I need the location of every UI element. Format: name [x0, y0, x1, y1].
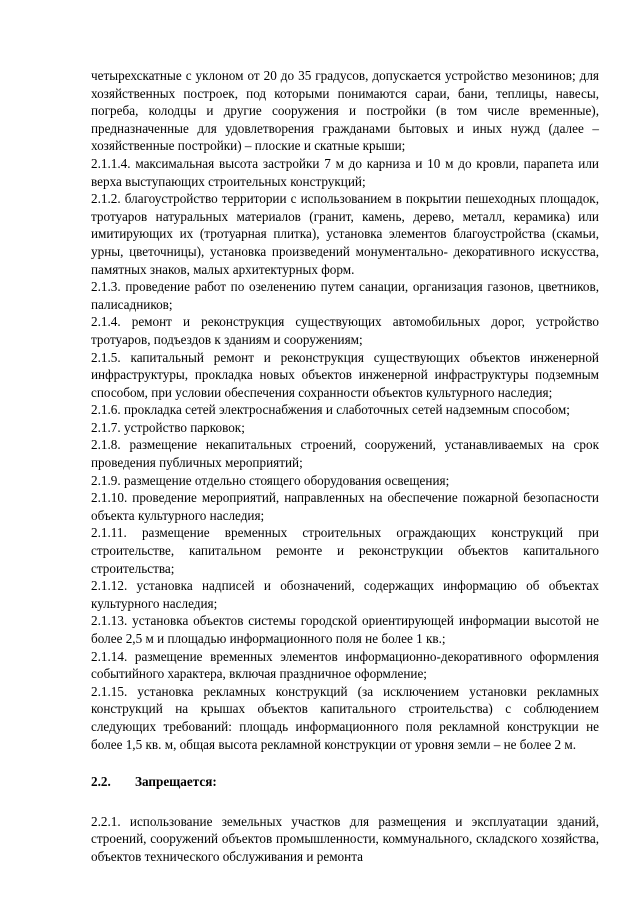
paragraph-roof-types: четырехскатные с уклоном от 20 до 35 градусов, допускается устройство мезонинов; для хозяйственных построек, под которыми понимаются сараи, бани, теплицы, навесы, погреба, колодцы и другие сооружения и постройки (в том числе временные), предназначенные для удовлетворения гражданами бытовых и иных нужд (далее – хозяйственные постройки) – плоские и скатные крыши; — [91, 68, 599, 154]
paragraph-2-1-11: 2.1.11. размещение временных строительных ограждающих конструкций при строительстве, капитальном ремонте и реконструкции объектов капитального строительства; — [91, 525, 599, 576]
paragraph-2-1-5: 2.1.5. капитальный ремонт и реконструкция существующих объектов инженерной инфраструктуры, прокладка новых объектов инженерной инфраструктуры подземным способом, при условии обеспечения сохранности объектов культурного наследия; — [91, 349, 599, 400]
paragraph-2-1-2: 2.1.2. благоустройство территории с использованием в покрытии пешеходных площадок, тротуаров натуральных материалов (гранит, камень, дерево, металл, керамика) или имитирующих их (тротуарная плитка), установка элементов благоустройства (скамьи, урны, цветочницы), установка произведений монументально- декоративного искусства, памятных знаков, малых архитектурных форм. — [91, 191, 599, 277]
paragraph-2-1-12: 2.1.12. установка надписей и обозначений, содержащих информацию об объектах культурного наследия; — [91, 578, 599, 611]
paragraph-2-1-7: 2.1.7. устройство парковок; — [91, 419, 245, 435]
paragraph-2-1-9: 2.1.9. размещение отдельно стоящего оборудования освещения; — [91, 472, 450, 488]
paragraph-2-1-8: 2.1.8. размещение некапитальных строений, сооружений, устанавливаемых на срок проведения публичных мероприятий; — [91, 437, 599, 471]
paragraph-2-1-15: 2.1.15. установка рекламных конструкций (за исключением установки рекламных конструкций на крышах объектов капитального строительства) с соблюдением следующих требований: площадь информационного поля рекламной конструкции не более 1,5 кв. м, общая высота рекламной конструкции от уровня земли – не более 2 м. — [91, 683, 599, 752]
paragraph-2-1-3: 2.1.3. проведение работ по озеленению путем санации, организация газонов, цветников, палисадников; — [91, 279, 599, 312]
paragraph-2-1-4: 2.1.4. ремонт и реконструкция существующих автомобильных дорог, устройство тротуаров, подъездов к зданиям и сооружениям; — [91, 314, 599, 347]
paragraph-2-1-1-4: 2.1.1.4. максимальная высота застройки 7 м до карниза и 10 м до кровли, парапета или верха выступающих строительных конструкций; — [91, 155, 599, 189]
paragraph-2-1-10: 2.1.10. проведение мероприятий, направленных на обеспечение пожарной безопасности объекта культурного наследия; — [91, 490, 599, 523]
paragraph-2-1-6: 2.1.6. прокладка сетей электроснабжения и слаботочных сетей надземным способом; — [91, 402, 570, 418]
paragraph-2-2-1: 2.2.1. использование земельных участков для размещения и эксплуатации зданий, строений, сооружений объектов промышленности, коммунального, складского хозяйства, объектов технического обслуживания и ремонта — [91, 813, 599, 864]
paragraph-2-1-13: 2.1.13. установка объектов системы городской ориентирующей информации высотой не более 2,5 м и площадью информационного поля не более 1 кв.; — [91, 613, 599, 646]
paragraph-2-1-14: 2.1.14. размещение временных элементов информационно-декоративного оформления событийного характера, включая праздничное оформление; — [91, 648, 599, 682]
section-title: Запрещается: — [135, 774, 217, 790]
section-number: 2.2. — [91, 774, 111, 790]
section-heading-2-2 — [91, 773, 599, 791]
